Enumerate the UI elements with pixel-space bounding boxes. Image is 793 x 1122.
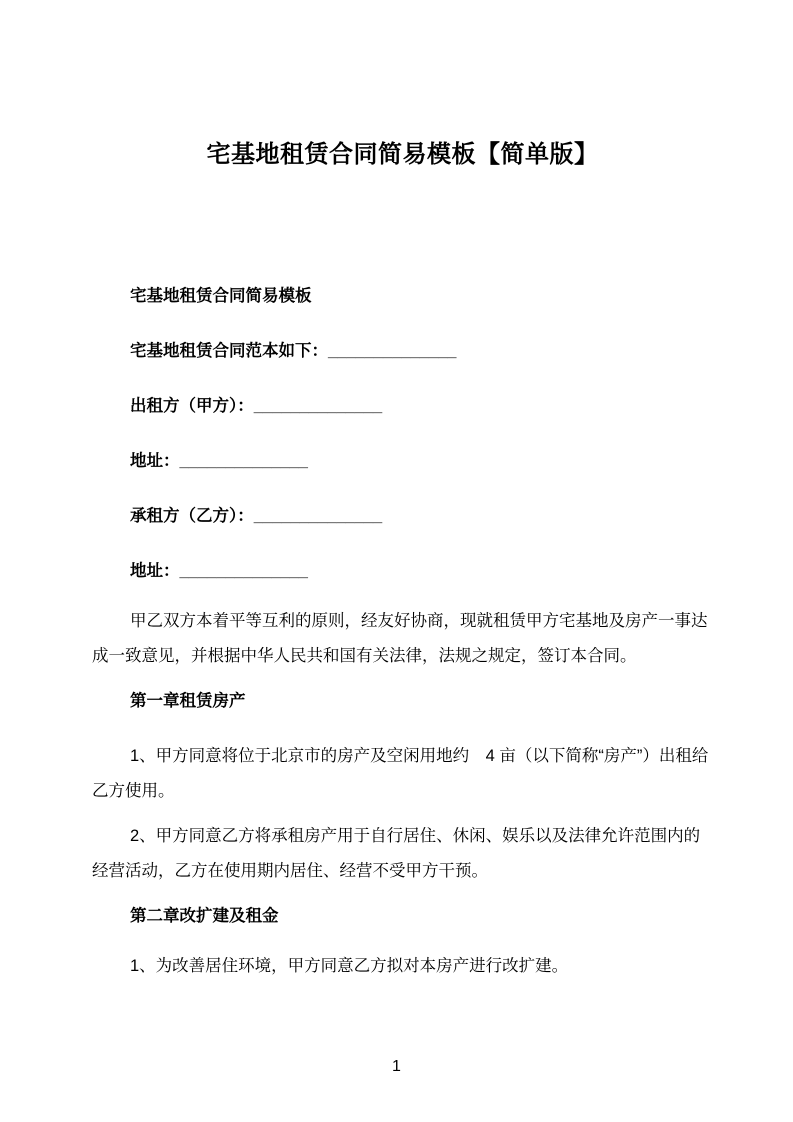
intro-blank-line: ______________ <box>328 342 457 360</box>
document-title: 宅基地租赁合同简易模板【简单版】 <box>206 141 599 168</box>
lessee-blank-line: ______________ <box>253 507 383 525</box>
document-subtitle: 宅基地租赁合同简易模板 <box>130 287 312 305</box>
chapter2-clause1: 1、为改善居住环境，甲方同意乙方拟对本房产进行改扩建。 <box>130 957 569 975</box>
lessee-address-label: 地址： <box>130 562 180 580</box>
chapter1-clause2: 2、甲方同意乙方将承租房产用于自行居住、休闲、娱乐以及法律允许范围内的经营活动，乙方在使用期内居住、经营不受甲方干预。 <box>92 827 701 880</box>
lessor-label: 出租方（甲方）： <box>130 397 254 415</box>
lessor-address-line <box>92 444 713 479</box>
preamble-paragraph: 甲乙双方本着平等互利的原则，经友好协商，现就租赁甲方宅基地及房产一事达成一致意见，并根据中华人民共和国有关法律，法规之规定，签订本合同。 <box>92 612 708 665</box>
lessee-address-line <box>92 554 713 589</box>
lessor-blank-line: ______________ <box>253 397 383 415</box>
lessor-address-blank-line: ______________ <box>179 452 308 470</box>
lessee-line <box>92 499 713 534</box>
lessor-address-label: 地址： <box>130 452 180 470</box>
lessee-label: 承租方（乙方）： <box>130 507 254 525</box>
chapter1-heading: 第一章租赁房产 <box>130 692 246 710</box>
intro-line <box>92 334 713 369</box>
chapter1-clause1: 1、甲方同意将位于北京市的房产及空闲用地约 4 亩（以下简称“房产”）出租给乙方使用。 <box>92 747 709 800</box>
lessee-address-blank-line: ______________ <box>179 562 308 580</box>
chapter2-heading: 第二章改扩建及租金 <box>130 907 279 925</box>
lessor-line <box>92 389 713 424</box>
intro-label: 宅基地租赁合同范本如下： <box>130 342 328 360</box>
page-number: 1 <box>392 1058 401 1075</box>
